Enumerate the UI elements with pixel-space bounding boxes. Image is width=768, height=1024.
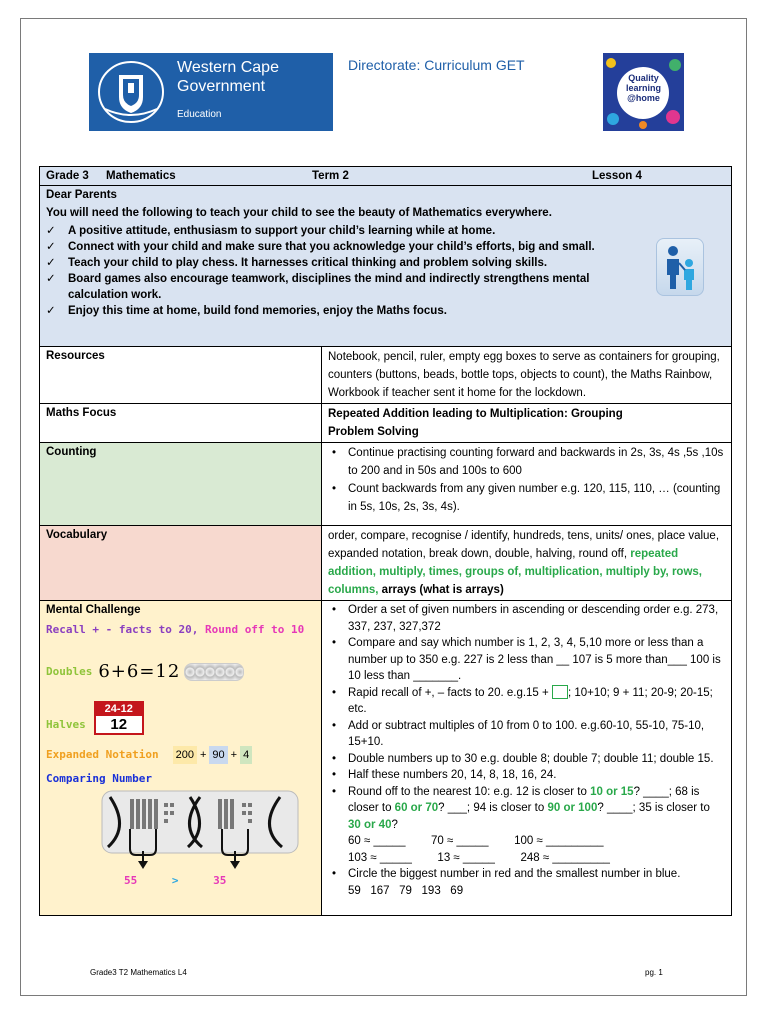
list-item: ✓ Teach your child to play chess. It harnesses critical thinking and problem solving skills. — [46, 255, 728, 271]
expanded-plus: + — [230, 749, 238, 761]
mental-list — [328, 602, 725, 899]
circle-numbers: 59 167 79 193 69 — [348, 884, 464, 897]
doubles-equation: 6+6=12 — [98, 661, 181, 682]
term-label: Term 2 — [312, 170, 349, 182]
list-item: • Compare and say which number is 1, 2, 3, 4, 5,10 more or less than a number up to 350 e.g. 227 is 2 less than __ 107 is 5 more than___ 100 is 10 less than _______. — [348, 635, 725, 685]
resources-row — [40, 347, 732, 404]
parents-greeting: Dear Parents — [46, 189, 117, 201]
grade-label: Grade 3 — [46, 170, 89, 182]
compare-right: 35 — [213, 874, 227, 887]
lesson-table — [39, 166, 732, 916]
expanded-hundreds: 200 — [173, 746, 197, 764]
compare-left: 55 — [124, 874, 138, 887]
expanded-units: 4 — [240, 746, 252, 764]
counters-icon — [184, 663, 244, 681]
parents-list — [46, 223, 606, 319]
round-row: 103 ≈ _____ 13 ≈ _____ 248 ≈ _________ — [348, 851, 610, 864]
parents-intro: You will need the following to teach your child to see the beauty of Mathematics everywhere. — [46, 207, 552, 219]
org-subtitle: Education — [177, 109, 222, 120]
subject-label: Mathematics — [106, 170, 176, 182]
wcg-logo — [89, 53, 333, 131]
resources-label: Resources — [46, 350, 105, 362]
list-item: ✓ A positive attitude, enthusiasm to support your child’s learning while at home. — [46, 223, 606, 239]
compare-values — [124, 873, 226, 889]
recall-label: Recall + - facts to 20, Round off to 10 — [46, 623, 305, 636]
list-item: • Order a set of given numbers in ascending or descending order e.g. 273, 337, 237, 327,372 — [348, 602, 725, 635]
coat-of-arms-icon — [97, 59, 165, 125]
list-item: ✓ Board games also encourage teamwork, disciplines the mind and indirectly strengthens mental calculation work. — [46, 271, 606, 303]
list-item: • Count backwards from any given number e.g. 120, 115, 110, … (counting in 5s, 10s, 2s, 3s, 4s). — [348, 480, 725, 516]
focus-row — [40, 404, 732, 443]
doubles-group — [46, 663, 244, 681]
list-item: • Rapid recall of +, – facts to 20. e.g.15 + ; 10+10; 9 + 11; 20-9; 20-15; etc. — [348, 685, 725, 718]
mental-row — [40, 601, 732, 916]
list-item: • Circle the biggest number in red and the smallest number in blue. 59 167 79 193 69 — [348, 866, 725, 899]
parents-row — [40, 186, 732, 347]
halves-label: Halves — [46, 718, 86, 731]
list-item: • Add or subtract multiples of 10 from 0 to 100. e.g.60-10, 55-10, 75-10, 15+10. — [348, 718, 725, 751]
org-name: Western Cape Government — [177, 59, 279, 95]
mental-label: Mental Challenge — [46, 604, 141, 616]
footer-left: Grade3 T2 Mathematics L4 — [90, 968, 187, 977]
focus-line1: Repeated Addition leading to Multiplication: Grouping — [328, 408, 623, 420]
expanded-tens: 90 — [209, 746, 227, 764]
resources-text: Notebook, pencil, ruler, empty egg boxes to serve as containers for grouping, counters (buttons, beads, bottle tops, objects to count), the Maths Rainbow, Workbook if teacher sent it home for the lockdown. — [328, 351, 720, 399]
vocabulary-arrays: arrays (what is arrays) — [378, 584, 504, 596]
list-item: • Double numbers up to 30 e.g. double 8; double 7; double 11; double 15. — [348, 751, 725, 768]
counting-label: Counting — [46, 446, 97, 458]
vocabulary-row — [40, 526, 732, 601]
halves-card: 24-12 12 — [94, 701, 144, 735]
expanded-label: Expanded Notation — [46, 748, 159, 761]
doubles-label: Doubles — [46, 665, 93, 678]
family-icon — [656, 238, 704, 296]
counting-list — [328, 444, 725, 516]
quality-learning-badge — [603, 53, 684, 131]
comparing-blocks-icon — [100, 789, 300, 869]
counting-row — [40, 443, 732, 526]
expanded-group — [46, 746, 252, 764]
directorate-title: Directorate: Curriculum GET — [348, 57, 525, 73]
list-item: ✓ Enjoy this time at home, build fond memories, enjoy the Maths focus. — [46, 303, 728, 319]
expanded-plus: + — [199, 749, 207, 761]
vocabulary-green: repeated addition, multiply, times, groups of, multiplication, multiply by, rows, columns, — [328, 548, 702, 596]
list-item: • Round off to the nearest 10: e.g. 12 is closer to 10 or 15? ____; 68 is closer to 60 or 70? ___; 94 is closer to 90 or 100? ____; 35 is closer to 30 or 40? 60 ≈ _____ 70 ≈ _____ 100 ≈ _________ 103 ≈ _____ 13 ≈ _____ 248 ≈ _________ — [348, 784, 725, 867]
round-row: 60 ≈ _____ 70 ≈ _____ 100 ≈ _________ — [348, 835, 604, 847]
focus-line2: Problem Solving — [328, 426, 419, 438]
vocabulary-plain: order, compare, recognise / identify, hundreds, tens, units/ ones, place value, expanded notation, break down, double, halving, round off, — [328, 530, 720, 560]
halves-group — [46, 701, 144, 735]
lesson-label: Lesson 4 — [592, 170, 642, 182]
list-item: ✓ Connect with your child and make sure that you acknowledge your child’s efforts, big and small. — [46, 239, 728, 255]
answer-box — [552, 685, 568, 699]
focus-label: Maths Focus — [46, 407, 117, 419]
lesson-header-row — [40, 167, 732, 186]
badge-text: Quality learning @home — [625, 73, 661, 103]
page-number: pg. 1 — [645, 968, 663, 977]
comparing-label: Comparing Number — [46, 772, 152, 785]
list-item: • Continue practising counting forward and backwards in 2s, 3s, 4s ,5s ,10s to 200 and in 50s and 100s to 600 — [348, 444, 725, 480]
compare-sign: > — [171, 874, 179, 887]
vocabulary-label: Vocabulary — [46, 529, 108, 541]
list-item: • Half these numbers 20, 14, 8, 18, 16, 24. — [348, 767, 725, 784]
